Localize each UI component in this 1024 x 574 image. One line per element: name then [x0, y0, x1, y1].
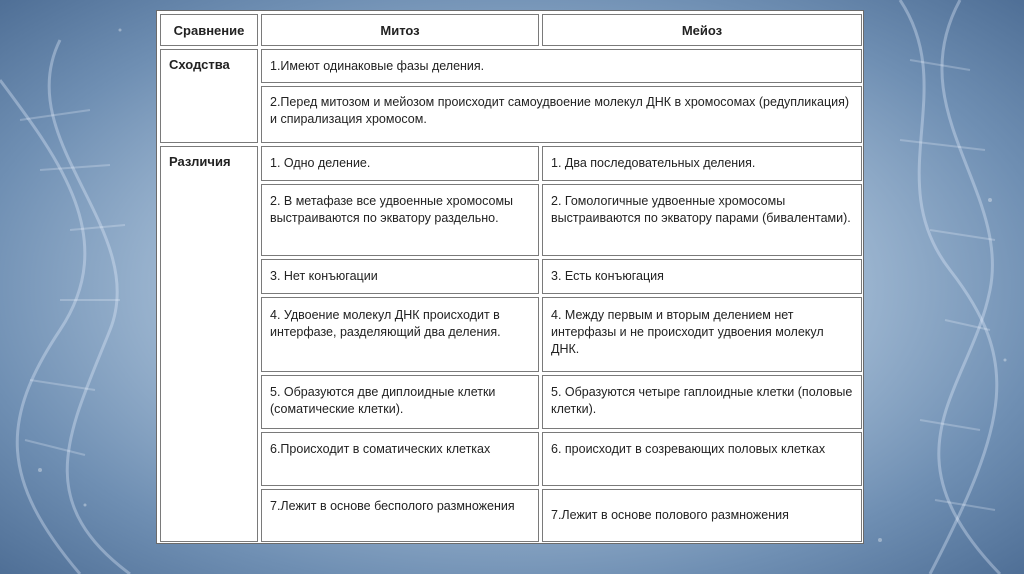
difference-meiosis-cell: 4. Между первым и вторым делением нет интерфазы и не происходит удвоения молекул ДНК. — [542, 297, 862, 372]
difference-meiosis-cell: 2. Гомологичные удвоенные хромосомы выстраиваются по экватору парами (бивалентами). — [542, 184, 862, 256]
difference-mitosis-cell: 1. Одно деление. — [261, 146, 539, 181]
row-label-similarities: Сходства — [160, 49, 258, 143]
difference-mitosis-cell: 5. Образуются две диплоидные клетки (соматические клетки). — [261, 375, 539, 429]
difference-mitosis-cell: 3. Нет конъюгации — [261, 259, 539, 294]
difference-meiosis-cell: 3. Есть конъюгация — [542, 259, 862, 294]
header-mitosis: Митоз — [261, 14, 539, 46]
similarity-item: 2.Перед митозом и мейозом происходит самоудвоение молекул ДНК в хромосомах (редупликация) и спирализация хромосом. — [261, 86, 862, 143]
header-comparison: Сравнение — [160, 14, 258, 46]
difference-meiosis-cell: 1. Два последовательных деления. — [542, 146, 862, 181]
difference-mitosis-cell: 2. В метафазе все удвоенные хромосомы выстраиваются по экватору раздельно. — [261, 184, 539, 256]
header-meiosis: Мейоз — [542, 14, 862, 46]
difference-meiosis-cell: 7.Лежит в основе полового размножения — [542, 489, 862, 542]
difference-mitosis-cell: 4. Удвоение молекул ДНК происходит в интерфазе, разделяющий два деления. — [261, 297, 539, 372]
row-label-differences: Различия — [160, 146, 258, 542]
difference-meiosis-cell: 6. происходит в созревающих половых клетках — [542, 432, 862, 486]
difference-mitosis-cell: 6.Происходит в соматических клетках — [261, 432, 539, 486]
difference-mitosis-cell: 7.Лежит в основе бесполого размножения — [261, 489, 539, 542]
similarity-item: 1.Имеют одинаковые фазы деления. — [261, 49, 862, 83]
mitosis-meiosis-comparison-table — [156, 10, 864, 544]
difference-meiosis-cell: 5. Образуются четыре гаплоидные клетки (половые клетки). — [542, 375, 862, 429]
